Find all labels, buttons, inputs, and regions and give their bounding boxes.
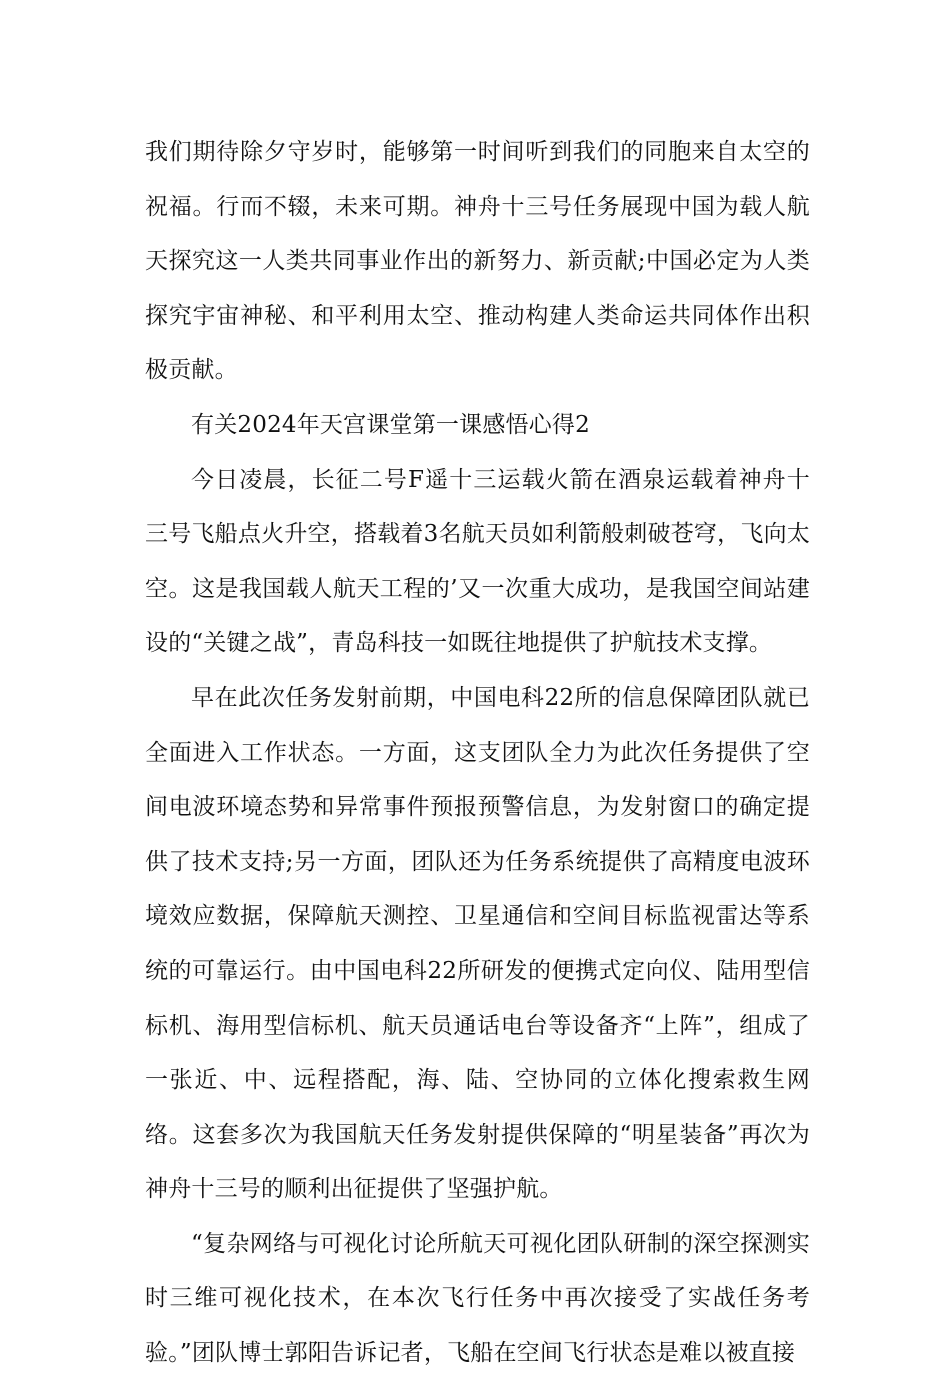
- paragraph-support-team: 早在此次任务发射前期，中国电科22所的信息保障团队就已全面进入工作状态。一方面，这支团队全力为此次任务提供了空间电波环境态势和异常事件预报预警信息，为发射窗口的确定提供了技术支持;另一方面，团队还为任务系统提供了高精度电波环境效应数据，保障航天测控、卫星通信和空间目标监视雷达等系统的可靠运行。由中国电科22所研发的便携式定向仪、陆用型信标机、海用型信标机、航天员通话电台等设备齐“上阵”，组成了一张近、中、远程搭配，海、陆、空协同的立体化搜索救生网络。这套多次为我国航天任务发射提供保障的“明星装备”再次为神舟十三号的顺利出征提供了坚强护航。: [145, 684, 810, 1203]
- paragraph-launch: 今日凌晨，长征二号F遥十三运载火箭在酒泉运载着神舟十三号飞船点火升空，搭载着3名航天员如利箭般刺破苍穹，飞向太空。这是我国载人航天工程的’又一次重大成功，是我国空间站建设的“关键之战”，青岛科技一如既往地提供了护航技术支撑。: [145, 466, 810, 657]
- section-heading: 有关2024年天宫课堂第一课感悟心得2: [191, 411, 590, 438]
- document-body: [145, 125, 810, 1381]
- paragraph-continuation: 我们期待除夕守岁时，能够第一时间听到我们的同胞来自太空的祝福。行而不辍，未来可期。神舟十三号任务展现中国为载人航天探究这一人类共同事业作出的新努力、新贡献;中国必定为人类探究宇宙神秘、和平利用太空、推动构建人类命运共同体作出积极贡献。: [145, 139, 810, 384]
- paragraph-visualization: “复杂网络与可视化讨论所航天可视化团队研制的深空探测实时三维可视化技术，在本次飞行任务中再次接受了实战任务考验。”团队博士郭阳告诉记者，飞船在空间飞行状态是难以被直接: [145, 1230, 810, 1367]
